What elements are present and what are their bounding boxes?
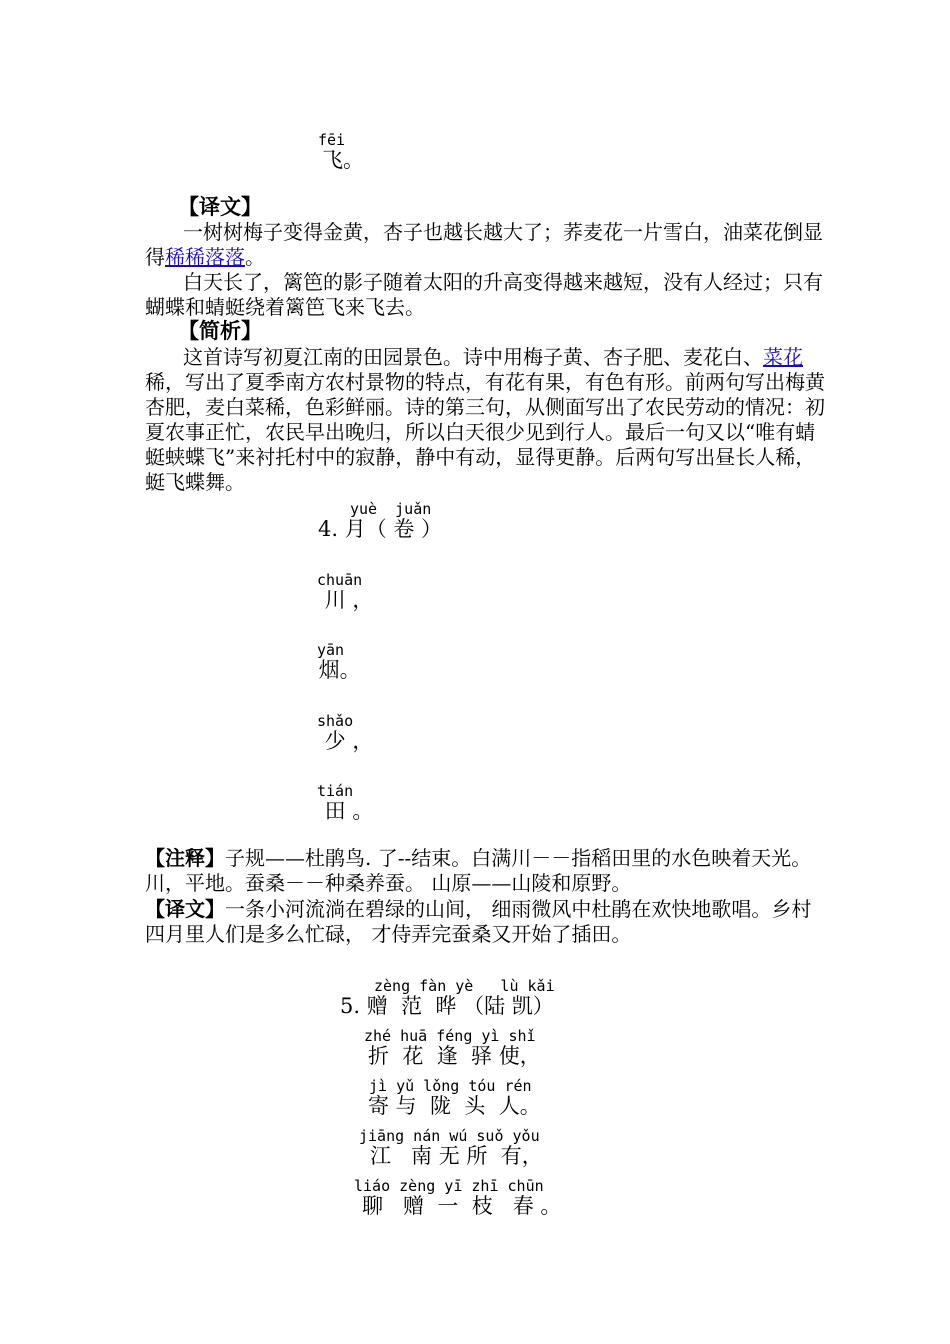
link-xixiluoluo[interactable]: 稀稀落落 — [165, 245, 245, 269]
paragraph-text: 白天长了，篱笆的影子随着太阳的升高变得越来越短，没有人经过；只有蝴蝶和蜻蜓绕着篱笆飞来飞去。 — [145, 270, 823, 319]
paragraph-text: 。 — [245, 245, 265, 269]
pinyin-line: zhé huā féng yì shǐ — [364, 1027, 536, 1045]
pinyin-line: yān — [317, 641, 345, 659]
analysis-paragraph — [145, 345, 825, 495]
translation-paragraph-2 — [145, 270, 825, 320]
notes-label: 【注释】 — [145, 846, 225, 870]
pinyin-line: tián — [317, 782, 354, 800]
poem-title: 4. 月（ 卷 ） — [318, 517, 443, 541]
section-heading-analysis: 【简析】 — [178, 318, 262, 343]
poem-line: 折 花 逢 驿 使， — [368, 1044, 541, 1068]
poem-line: 川 ， — [318, 588, 374, 612]
notes-paragraph — [145, 846, 825, 896]
poem-line: 江 南 无 所 有， — [370, 1144, 543, 1168]
title-pinyin: zèng fàn yè lù kǎi — [374, 977, 555, 995]
paragraph-text: 一树树梅子变得金黄，杏子也越长越大了；荞麦花一片雪白，油菜花倒显得 — [145, 220, 823, 269]
poem-line: 烟。 — [312, 658, 361, 682]
translation-text: 一条小河流淌在碧绿的山间， 细雨微风中杜鹃在欢快地歌唱。乡村四月里人们是多么忙碌， 才侍弄完蚕桑又开始了插田。 — [145, 897, 812, 946]
notes-text: 子规——杜鹃鸟. 了--结束。白满川－－指稻田里的水色映着天光。 川，平地。蚕桑－－种桑养蚕。 山原——山陵和原野。 — [145, 846, 812, 895]
pinyin-line: liáo zèng yī zhī chūn — [354, 1177, 544, 1195]
pinyin-line: jì yǔ lǒng tóu rén — [369, 1077, 532, 1095]
poem-line: 聊 赠 一 枝 春 。 — [362, 1194, 562, 1218]
title-pinyin: yuè juǎn — [350, 500, 432, 518]
link-caihua[interactable]: 菜花 — [763, 345, 803, 369]
pinyin-line: jiāng nán wú suǒ yǒu — [359, 1127, 540, 1145]
translation-paragraph-1 — [145, 220, 825, 270]
paragraph-text: 这首诗写初夏江南的田园景色。诗中用梅子黄、杏子肥、麦花白、 — [183, 345, 763, 369]
section-heading-translation: 【译文】 — [178, 194, 262, 219]
poem-line: 田 。 — [318, 799, 374, 823]
poem-title: 5. 赠 范 晔 （陆 凯） — [340, 994, 554, 1018]
translation-paragraph-4 — [145, 897, 825, 947]
translation-label: 【译文】 — [145, 897, 225, 921]
pinyin-line: fēi — [318, 131, 346, 149]
poem-line: 寄 与 陇 头 人。 — [368, 1094, 541, 1118]
pinyin-line: shǎo — [317, 712, 354, 730]
poem-line: 飞。 — [322, 148, 364, 172]
pinyin-line: chuān — [317, 571, 363, 589]
poem-line: 少 ， — [318, 729, 374, 753]
paragraph-text: 稀，写出了夏季南方农村景物的特点，有花有果，有色有形。前两句写出梅黄杏肥，麦白菜稀，色彩鲜丽。诗的第三句，从侧面写出了农民劳动的情况：初夏农事正忙，农民早出晚归，所以白天很少见到行人。最后一句又以“唯有蜻蜓蛱蝶飞”来衬托村中的寂静，静中有动，显得更静。后两句写出昼长人稀，蜓飞蝶舞。 — [145, 370, 825, 494]
